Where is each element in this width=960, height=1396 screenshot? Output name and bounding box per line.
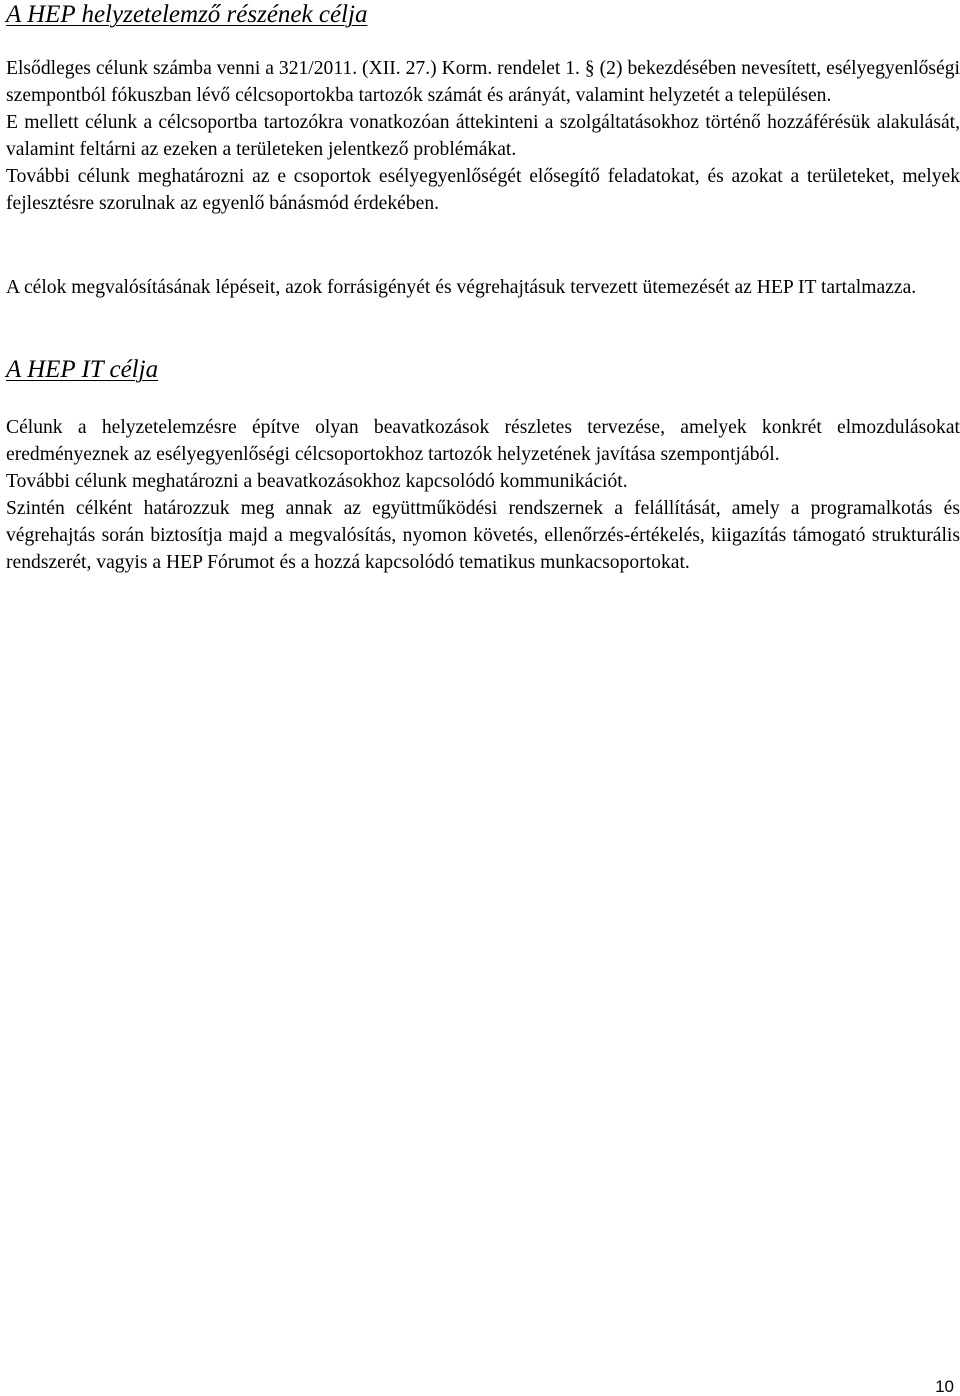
paragraph-primary-goal: Elsődleges célunk számba venni a 321/2011. (XII. 27.) Korm. rendelet 1. § (2) bekezdésében nevesített, esélyegyenlőségi szempontból fókuszban lévő célcsoportokba tartozók számát és arányát, valamint helyzetét a településen.	[6, 58, 960, 106]
section-1-body	[6, 55, 960, 217]
section-1-closing	[6, 274, 960, 301]
paragraph-cooperation-system: Szintén célként határozzuk meg annak az együttműködési rendszernek a felállítását, amely a programalkotás és végrehajtás során biztosítja majd a megvalósítás, nyomon követés, ellenőrzés-értékelés, kiigazítás támogató strukturális rendszerét, vagyis a HEP Fórumot és a hozzá kapcsolódó tematikus munkacsoportokat.	[6, 498, 960, 573]
paragraph-further-goal: További célunk meghatározni az e csoportok esélyegyenlőségét elősegítő feladatokat, és azokat a területeket, melyek fejlesztésre szorulnak az egyenlő bánásmód érdekében.	[6, 166, 960, 214]
paragraph-access-review: E mellett célunk a célcsoportba tartozókra vonatkozóan áttekinteni a szolgáltatásokhoz történő hozzáférésük alakulását, valamint feltárni az ezeken a területeken jelentkező problémákat.	[6, 112, 960, 160]
paragraph-intervention-planning: Célunk a helyzetelemzésre építve olyan beavatkozások részletes tervezése, amelyek konkrét elmozdulásokat eredményeznek az esélyegyenlőségi célcsoportokhoz tartozók helyzetének javítása szempontjából.	[6, 417, 960, 465]
section-heading-hep-it: A HEP IT célja	[6, 356, 159, 383]
section-2-body	[6, 414, 960, 576]
page-number: 10	[935, 1377, 954, 1396]
paragraph-steps-summary: A célok megvalósításának lépéseit, azok forrásigényét és végrehajtásuk tervezett ütemezését az HEP IT tartalmazza.	[6, 277, 917, 298]
paragraph-communication: További célunk meghatározni a beavatkozásokhoz kapcsolódó kommunikációt.	[6, 471, 628, 492]
section-heading-hep-helyzetelemzo: A HEP helyzetelemző részének célja	[6, 1, 368, 28]
